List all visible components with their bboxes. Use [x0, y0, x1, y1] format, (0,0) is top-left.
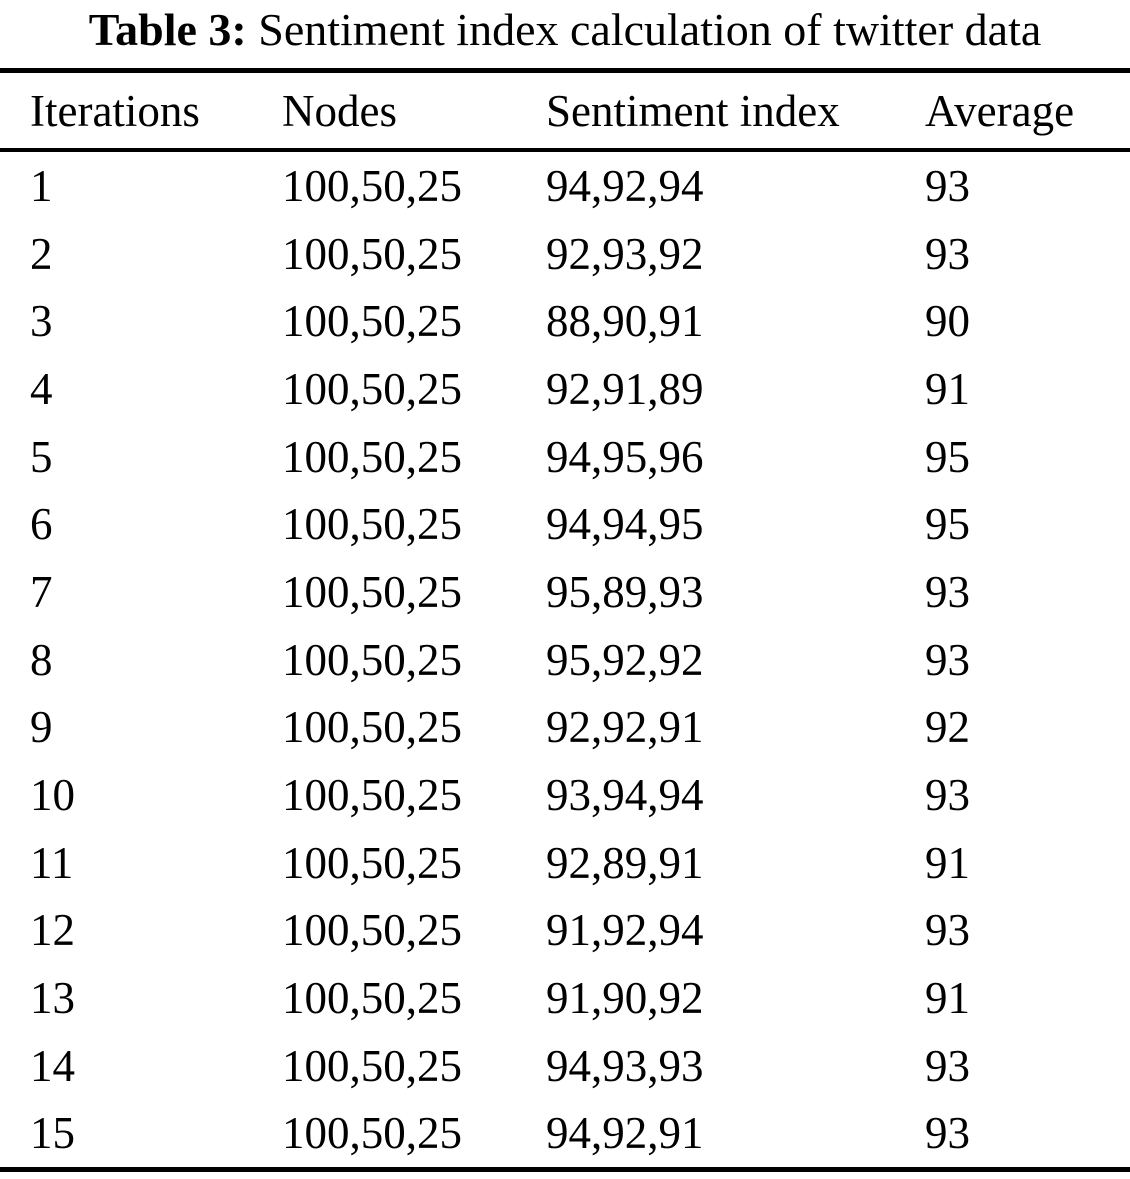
cell-average: 93	[925, 228, 970, 279]
cell-average: 95	[925, 431, 970, 482]
column-header-sentiment-index: Sentiment index	[546, 85, 840, 136]
cell-nodes: 100,50,25	[282, 566, 462, 617]
cell-iterations: 13	[30, 972, 75, 1023]
table-row	[0, 626, 1130, 694]
table-row	[0, 490, 1130, 558]
table-row	[0, 1099, 1130, 1167]
cell-average: 91	[925, 972, 970, 1023]
cell-nodes: 100,50,25	[282, 1108, 462, 1159]
cell-nodes: 100,50,25	[282, 296, 462, 347]
cell-sentiment-index: 91,90,92	[546, 972, 704, 1023]
cell-nodes: 100,50,25	[282, 972, 462, 1023]
table-row	[0, 896, 1130, 964]
cell-average: 93	[925, 905, 970, 956]
cell-iterations: 14	[30, 1040, 75, 1091]
table-row	[0, 829, 1130, 897]
cell-sentiment-index: 94,92,94	[546, 160, 704, 211]
cell-iterations: 4	[30, 363, 53, 414]
cell-sentiment-index: 88,90,91	[546, 296, 704, 347]
cell-sentiment-index: 93,94,94	[546, 769, 704, 820]
table-row	[0, 152, 1130, 220]
cell-iterations: 1	[30, 160, 53, 211]
cell-average: 95	[925, 499, 970, 550]
cell-average: 93	[925, 769, 970, 820]
cell-average: 93	[925, 634, 970, 685]
cell-average: 93	[925, 1040, 970, 1091]
table-caption-label: Table 3:	[88, 4, 247, 55]
cell-sentiment-index: 94,92,91	[546, 1108, 704, 1159]
cell-sentiment-index: 95,92,92	[546, 634, 704, 685]
table-row	[0, 761, 1130, 829]
cell-nodes: 100,50,25	[282, 363, 462, 414]
table-row	[0, 1032, 1130, 1100]
cell-nodes: 100,50,25	[282, 837, 462, 888]
cell-iterations: 9	[30, 702, 53, 753]
table-header-row	[0, 73, 1130, 148]
cell-nodes: 100,50,25	[282, 905, 462, 956]
cell-nodes: 100,50,25	[282, 499, 462, 550]
cell-nodes: 100,50,25	[282, 634, 462, 685]
cell-nodes: 100,50,25	[282, 228, 462, 279]
table-row	[0, 693, 1130, 761]
cell-nodes: 100,50,25	[282, 769, 462, 820]
cell-sentiment-index: 91,92,94	[546, 905, 704, 956]
cell-average: 91	[925, 837, 970, 888]
cell-iterations: 10	[30, 769, 75, 820]
cell-iterations: 12	[30, 905, 75, 956]
table-bottom-rule	[0, 1167, 1130, 1172]
cell-iterations: 11	[30, 837, 74, 888]
cell-iterations: 7	[30, 566, 53, 617]
cell-iterations: 15	[30, 1108, 75, 1159]
column-header-iterations: Iterations	[30, 85, 200, 136]
table-row	[0, 964, 1130, 1032]
table-caption	[0, 0, 1130, 68]
cell-average: 93	[925, 566, 970, 617]
cell-average: 90	[925, 296, 970, 347]
cell-sentiment-index: 92,91,89	[546, 363, 704, 414]
table-row	[0, 287, 1130, 355]
table-row	[0, 355, 1130, 423]
cell-average: 93	[925, 160, 970, 211]
cell-sentiment-index: 92,92,91	[546, 702, 704, 753]
cell-iterations: 2	[30, 228, 53, 279]
cell-iterations: 8	[30, 634, 53, 685]
cell-nodes: 100,50,25	[282, 431, 462, 482]
column-header-average: Average	[925, 85, 1075, 136]
cell-average: 91	[925, 363, 970, 414]
cell-nodes: 100,50,25	[282, 702, 462, 753]
cell-nodes: 100,50,25	[282, 1040, 462, 1091]
table-row	[0, 220, 1130, 288]
cell-iterations: 6	[30, 499, 53, 550]
cell-sentiment-index: 92,93,92	[546, 228, 704, 279]
cell-sentiment-index: 95,89,93	[546, 566, 704, 617]
table-body	[0, 152, 1130, 1167]
cell-average: 92	[925, 702, 970, 753]
cell-nodes: 100,50,25	[282, 160, 462, 211]
table-caption-text: Sentiment index calculation of twitter data	[246, 4, 1042, 55]
column-header-nodes: Nodes	[282, 85, 397, 136]
cell-sentiment-index: 92,89,91	[546, 837, 704, 888]
cell-iterations: 3	[30, 296, 53, 347]
cell-average: 93	[925, 1108, 970, 1159]
cell-sentiment-index: 94,94,95	[546, 499, 704, 550]
table-row	[0, 423, 1130, 491]
cell-iterations: 5	[30, 431, 53, 482]
cell-sentiment-index: 94,95,96	[546, 431, 704, 482]
cell-sentiment-index: 94,93,93	[546, 1040, 704, 1091]
table-row	[0, 558, 1130, 626]
